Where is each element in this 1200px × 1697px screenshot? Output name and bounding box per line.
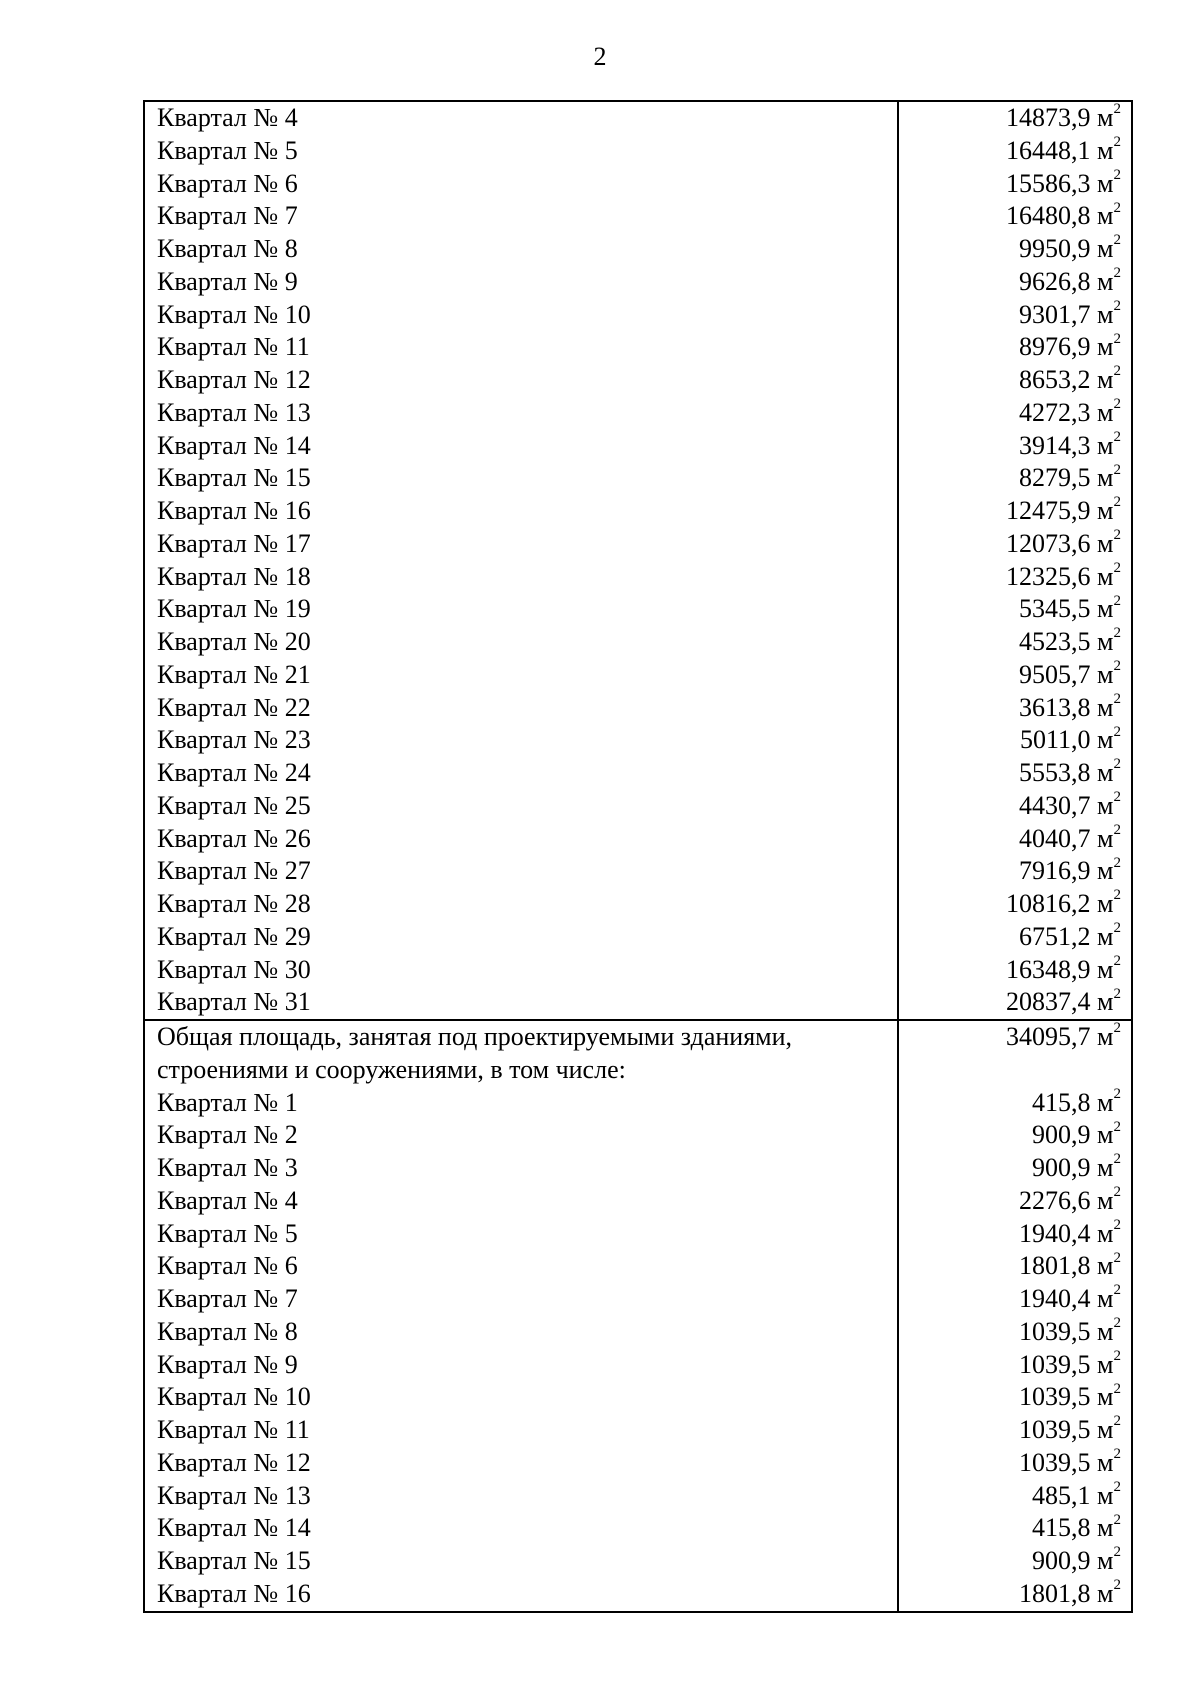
unit-exponent: 2 [1113,1086,1121,1102]
unit-base: м [1097,921,1114,951]
unit-exponent: 2 [1113,1446,1121,1463]
quarter-name: Квартал № 11 [157,332,310,362]
quarter-name: Квартал № 30 [157,954,311,984]
area-number: 1039,5 [1019,1382,1091,1412]
unit-exponent: 2 [1113,1250,1121,1266]
area-number: 9950,9 [1019,234,1091,263]
quarter-area [899,430,1121,463]
unit-base: м [1097,1316,1114,1346]
quarter-area [899,790,1121,823]
quarter-area [899,1119,1121,1152]
area-number: 7916,9 [1019,856,1091,886]
unit-exponent: 2 [1113,167,1121,183]
unit-base: м [1097,856,1114,886]
unit-exponent: 2 [1113,102,1121,118]
unit-base: м [1097,758,1114,787]
unit-base: м [1097,1513,1114,1543]
quarter-area [899,364,1121,397]
area-number: 12325,6 [1006,561,1091,591]
quarter-name: Квартал № 12 [157,1447,311,1477]
quarter-name: Квартал № 8 [157,234,298,263]
total-value [899,1021,1121,1087]
unit-exponent: 2 [1113,1152,1121,1168]
quarter-name: Квартал № 14 [157,1513,311,1543]
area-number: 16448,1 [1006,135,1091,165]
quarter-name: Квартал № 16 [157,1578,311,1608]
unit-exponent: 2 [1113,953,1121,969]
quarter-area [899,888,1121,921]
area-number: 1801,8 [1019,1578,1091,1608]
unit-base: м [1097,1087,1114,1117]
area-number: 2276,6 [1019,1185,1091,1215]
area-number: 9626,8 [1019,266,1091,296]
unit-exponent: 2 [1113,233,1121,249]
unit-exponent: 2 [1113,134,1121,151]
unit-base: м [1097,1185,1114,1215]
quarter-name: Квартал № 24 [157,758,311,787]
quarter-area [899,1250,1121,1283]
area-number: 10816,2 [1006,889,1091,918]
area-number: 485,1 [1032,1480,1091,1510]
quarter-name: Квартал № 20 [157,627,311,656]
area-number: 4430,7 [1019,790,1091,820]
unit-exponent: 2 [1113,200,1121,216]
unit-base: м [1097,659,1114,689]
quarter-area [899,233,1121,266]
quarter-area [899,1414,1121,1447]
area-number: 6751,2 [1019,921,1091,951]
unit-base: м [1097,1349,1114,1379]
quarter-name: Квартал № 8 [157,1316,298,1346]
unit-base: м [1097,332,1114,362]
unit-exponent: 2 [1113,789,1121,806]
unit-exponent: 2 [1113,757,1121,773]
quarter-name: Квартал № 2 [157,1120,298,1150]
area-number: 8653,2 [1019,365,1091,394]
unit-base: м [1097,430,1114,460]
unit-base: м [1097,1382,1114,1412]
quarter-name: Квартал № 29 [157,921,311,951]
unit-exponent: 2 [1113,265,1121,282]
area-number: 1940,4 [1019,1284,1091,1313]
quarter-area [899,986,1121,1019]
quarter-area [899,1087,1121,1120]
unit-exponent: 2 [1113,1414,1121,1430]
area-number: 5345,5 [1019,594,1091,624]
unit-exponent: 2 [1113,527,1121,544]
quarter-area [899,1578,1121,1611]
total-label-line-2: строениями и сооружениями, в том числе: [157,1054,626,1084]
quarter-name: Квартал № 31 [157,987,311,1017]
area-number: 1039,5 [1019,1316,1091,1346]
unit-exponent: 2 [1113,298,1121,314]
quarter-area [899,331,1121,364]
area-number: 8279,5 [1019,463,1091,493]
quarter-name: Квартал № 17 [157,528,311,558]
quarter-area [899,921,1121,954]
unit-base: м [1097,266,1114,296]
area-number: 15586,3 [1006,168,1091,198]
area-table [143,100,1133,1613]
area-number: 5553,8 [1019,758,1091,787]
area-number: 16480,8 [1006,201,1091,231]
quarter-name: Квартал № 6 [157,1251,298,1281]
unit-base: м [1097,1415,1114,1444]
quarter-area [899,135,1121,168]
unit-base: м [1097,1480,1114,1510]
quarter-area [899,659,1121,692]
name-column [145,1021,899,1611]
quarter-area [899,692,1121,725]
unit-base: м [1097,103,1114,132]
unit-exponent: 2 [1113,1512,1121,1528]
quarter-name: Квартал № 7 [157,201,298,231]
unit-exponent: 2 [1113,1217,1121,1233]
quarter-area [899,1480,1121,1513]
quarter-area [899,528,1121,561]
quarter-area [899,266,1121,299]
unit-base: м [1097,1578,1114,1608]
quarter-name: Квартал № 15 [157,463,311,493]
quarter-name: Квартал № 1 [157,1087,298,1117]
quarter-name: Квартал № 4 [157,1185,298,1215]
area-number: 12475,9 [1006,496,1091,525]
unit-exponent: 2 [1113,593,1121,609]
unit-base: м [1097,1218,1114,1248]
unit-exponent: 2 [1113,1479,1121,1495]
unit-exponent: 2 [1113,1184,1121,1201]
area-number: 415,8 [1032,1087,1091,1117]
quarter-name: Квартал № 26 [157,823,311,853]
area-number: 14873,9 [1006,103,1091,132]
area-number: 3914,3 [1019,430,1091,460]
area-number: 16348,9 [1006,954,1091,984]
quarter-area [899,1381,1121,1414]
quarter-name: Квартал № 13 [157,1480,311,1510]
unit-base: м [1097,1447,1114,1477]
unit-base: м [1097,987,1114,1017]
quarter-name: Квартал № 19 [157,594,311,624]
page-number: 2 [593,42,607,71]
quarter-area [899,1447,1121,1480]
area-number: 1940,4 [1019,1218,1091,1248]
unit-base: м [1097,496,1114,525]
unit-exponent: 2 [1113,1119,1121,1135]
unit-base: м [1097,1153,1114,1182]
unit-base: м [1097,299,1114,329]
unit-base: м [1097,627,1114,656]
quarter-area [899,1349,1121,1382]
unit-exponent: 2 [1113,364,1121,380]
quarter-name: Квартал № 18 [157,561,311,591]
unit-base: м [1097,463,1114,493]
unit-base: м [1097,397,1114,427]
area-number: 3613,8 [1019,692,1091,722]
unit-base: м [1097,561,1114,591]
area-number: 1801,8 [1019,1251,1091,1281]
unit-exponent: 2 [1113,1381,1121,1397]
unit-base: м [1097,725,1114,755]
quarter-name: Квартал № 15 [157,1546,311,1575]
quarter-name: Квартал № 7 [157,1284,298,1313]
area-number: 900,9 [1032,1120,1091,1150]
unit-base: м [1097,234,1114,263]
quarter-name: Квартал № 25 [157,790,311,820]
area-number: 9301,7 [1019,299,1091,329]
quarter-area [899,593,1121,626]
quarter-name: Квартал № 4 [157,103,298,132]
area-number: 12073,6 [1006,528,1091,558]
quarter-name: Квартал № 16 [157,496,311,525]
quarter-area [899,1218,1121,1251]
quarter-area [899,1152,1121,1185]
unit-exponent: 2 [1113,888,1121,904]
unit-exponent: 2 [1113,1283,1121,1299]
unit-exponent: 2 [1113,1348,1121,1364]
unit-exponent: 2 [1113,986,1121,1002]
table-section-building-areas [145,1019,1131,1611]
unit-base: м [1097,528,1114,558]
unit-exponent: 2 [1113,724,1121,740]
unit-base: м [1097,954,1114,984]
quarter-area [899,200,1121,233]
quarter-area [899,1512,1121,1545]
area-number: 900,9 [1032,1153,1091,1182]
unit-base: м [1097,790,1114,820]
quarter-name: Квартал № 10 [157,299,311,329]
unit-exponent: 2 [1113,429,1121,445]
area-number: 9505,7 [1019,659,1091,689]
area-number: 1039,5 [1019,1415,1091,1444]
quarter-name: Квартал № 21 [157,659,311,689]
area-number: 900,9 [1032,1546,1091,1575]
unit-base: м [1097,135,1114,165]
quarter-area [899,724,1121,757]
quarter-area [899,823,1121,856]
quarter-name: Квартал № 11 [157,1415,310,1444]
quarter-name: Квартал № 22 [157,692,311,722]
quarter-area [899,855,1121,888]
quarter-area [899,1283,1121,1316]
unit-exponent: 2 [1113,1545,1121,1561]
area-number: 8976,9 [1019,332,1091,362]
area-number: 4272,3 [1019,397,1091,427]
quarter-area [899,495,1121,528]
unit-base: м [1097,889,1114,918]
unit-exponent: 2 [1113,396,1121,413]
unit-base: м [1097,1284,1114,1313]
unit-exponent: 2 [1113,1021,1121,1037]
unit-base: м [1097,1120,1114,1150]
quarter-name: Квартал № 3 [157,1153,298,1182]
quarter-area [899,1545,1121,1578]
quarter-name: Квартал № 6 [157,168,298,198]
total-value-number: 34095,7 [1006,1022,1091,1051]
unit-base: м [1097,1546,1114,1575]
unit-base: м [1097,823,1114,853]
unit-exponent: 2 [1113,1577,1121,1594]
quarter-name: Квартал № 13 [157,397,311,427]
area-number: 5011,0 [1020,725,1091,755]
unit-base: м [1097,365,1114,394]
unit-exponent: 2 [1113,658,1121,675]
unit-base: м [1097,1251,1114,1281]
quarter-name: Квартал № 10 [157,1382,311,1412]
unit-base: м [1097,201,1114,231]
quarter-area [899,561,1121,594]
unit-exponent: 2 [1113,560,1121,576]
unit-exponent: 2 [1113,822,1121,838]
area-number: 1039,5 [1019,1447,1091,1477]
unit-base: м [1097,168,1114,198]
unit-exponent: 2 [1113,920,1121,937]
unit-exponent: 2 [1113,855,1121,871]
area-number: 4523,5 [1019,627,1091,656]
value-column [899,102,1131,1019]
quarter-area [899,626,1121,659]
quarter-name: Квартал № 14 [157,430,311,460]
quarter-name: Квартал № 27 [157,856,311,886]
quarter-name: Квартал № 5 [157,135,298,165]
unit-exponent: 2 [1113,1315,1121,1332]
area-number: 415,8 [1032,1513,1091,1543]
unit-exponent: 2 [1113,626,1121,642]
area-number: 1039,5 [1019,1349,1091,1379]
quarter-area [899,102,1121,135]
quarter-name: Квартал № 9 [157,1349,298,1379]
name-column [145,102,899,1019]
area-number: 4040,7 [1019,823,1091,853]
table-section-quarter-areas [145,102,1131,1019]
unit-exponent: 2 [1113,462,1121,478]
quarter-area [899,954,1121,987]
quarter-name: Квартал № 12 [157,365,311,394]
quarter-area [899,1316,1121,1349]
unit-exponent: 2 [1113,495,1121,511]
quarter-name: Квартал № 23 [157,725,311,755]
quarter-area [899,757,1121,790]
quarter-area [899,397,1121,430]
quarter-name: Квартал № 9 [157,266,298,296]
quarter-area [899,1185,1121,1218]
area-number: 20837,4 [1006,987,1091,1017]
unit-base: м [1097,594,1114,624]
quarter-area [899,299,1121,332]
quarter-name: Квартал № 5 [157,1218,298,1248]
quarter-area [899,168,1121,201]
unit-base: м [1097,1022,1114,1051]
total-label-line-1: Общая площадь, занятая под проектируемыми зданиями, [157,1022,793,1051]
unit-exponent: 2 [1113,691,1121,707]
unit-exponent: 2 [1113,331,1121,347]
unit-base: м [1097,692,1114,722]
quarter-name: Квартал № 28 [157,889,311,918]
quarter-area [899,462,1121,495]
value-column [899,1021,1131,1611]
